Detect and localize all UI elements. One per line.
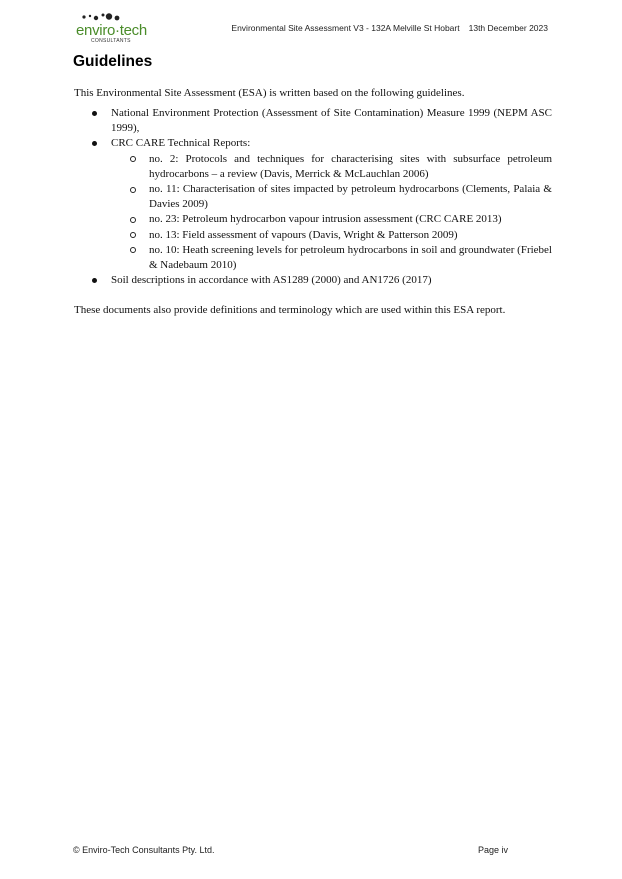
guideline-text: CRC CARE Technical Reports: xyxy=(111,137,251,150)
technical-report-text: no. 2: Protocols and techniques for characterising sites with subsurface petroleum hydrocarbons – a review (Davis, Merrick & McLauchlan 2006) xyxy=(149,152,552,180)
technical-reports-sublist xyxy=(111,152,552,274)
bullet-circle-icon xyxy=(130,217,136,223)
guidelines-list xyxy=(74,106,552,288)
technical-report-item xyxy=(111,152,552,182)
technical-report-text: no. 23: Petroleum hydrocarbon vapour intrusion assessment (CRC CARE 2013) xyxy=(149,213,502,226)
bullet-circle-icon xyxy=(130,156,136,162)
closing-paragraph: These documents also provide definitions and terminology which are used within this ESA report. xyxy=(74,304,506,316)
bullet-circle-icon xyxy=(130,247,136,253)
guideline-item xyxy=(74,136,552,273)
technical-report-text: no. 13: Field assessment of vapours (Davis, Wright & Patterson 2009) xyxy=(149,228,458,241)
bullet-circle-icon xyxy=(130,187,136,193)
document-date: 13th December 2023 xyxy=(468,23,548,33)
technical-report-item xyxy=(111,182,552,212)
footer-page-number: Page iv xyxy=(478,845,509,855)
guideline-text: Soil descriptions in accordance with AS1289 (2000) and AN1726 (2017) xyxy=(111,274,432,287)
technical-report-text: no. 10: Heath screening levels for petroleum hydrocarbons in soil and groundwater (Friebel & Nadebaum 2010) xyxy=(149,243,552,272)
technical-report-item xyxy=(111,212,552,227)
page-header xyxy=(231,23,548,33)
bullet-dot-icon xyxy=(92,111,97,116)
intro-paragraph: This Environmental Site Assessment (ESA) is written based on the following guidelines. xyxy=(74,87,465,99)
technical-report-item xyxy=(111,228,552,243)
bullet-circle-icon xyxy=(130,232,136,238)
document-title: Environmental Site Assessment V3 - 132A Melville St Hobart xyxy=(231,23,460,33)
section-heading: Guidelines xyxy=(73,53,153,70)
guideline-item xyxy=(74,273,552,288)
guideline-item xyxy=(74,106,552,136)
technical-report-item xyxy=(111,243,552,273)
guideline-text: National Environment Protection (Assessment of Site Contamination) Measure 1999 (NEPM ASC 1999), xyxy=(111,107,552,135)
company-logo xyxy=(74,12,147,46)
footer-copyright: © Enviro-Tech Consultants Pty. Ltd. xyxy=(73,845,215,855)
logo-wordmark: enviro·tech xyxy=(76,22,147,39)
bullet-dot-icon xyxy=(92,141,97,146)
bullet-dot-icon xyxy=(92,278,97,283)
technical-report-text: no. 11: Characterisation of sites impacted by petroleum hydrocarbons (Clements, Palaia & Davies 2009) xyxy=(149,183,552,211)
logo-subtitle: CONSULTANTS xyxy=(91,38,131,44)
